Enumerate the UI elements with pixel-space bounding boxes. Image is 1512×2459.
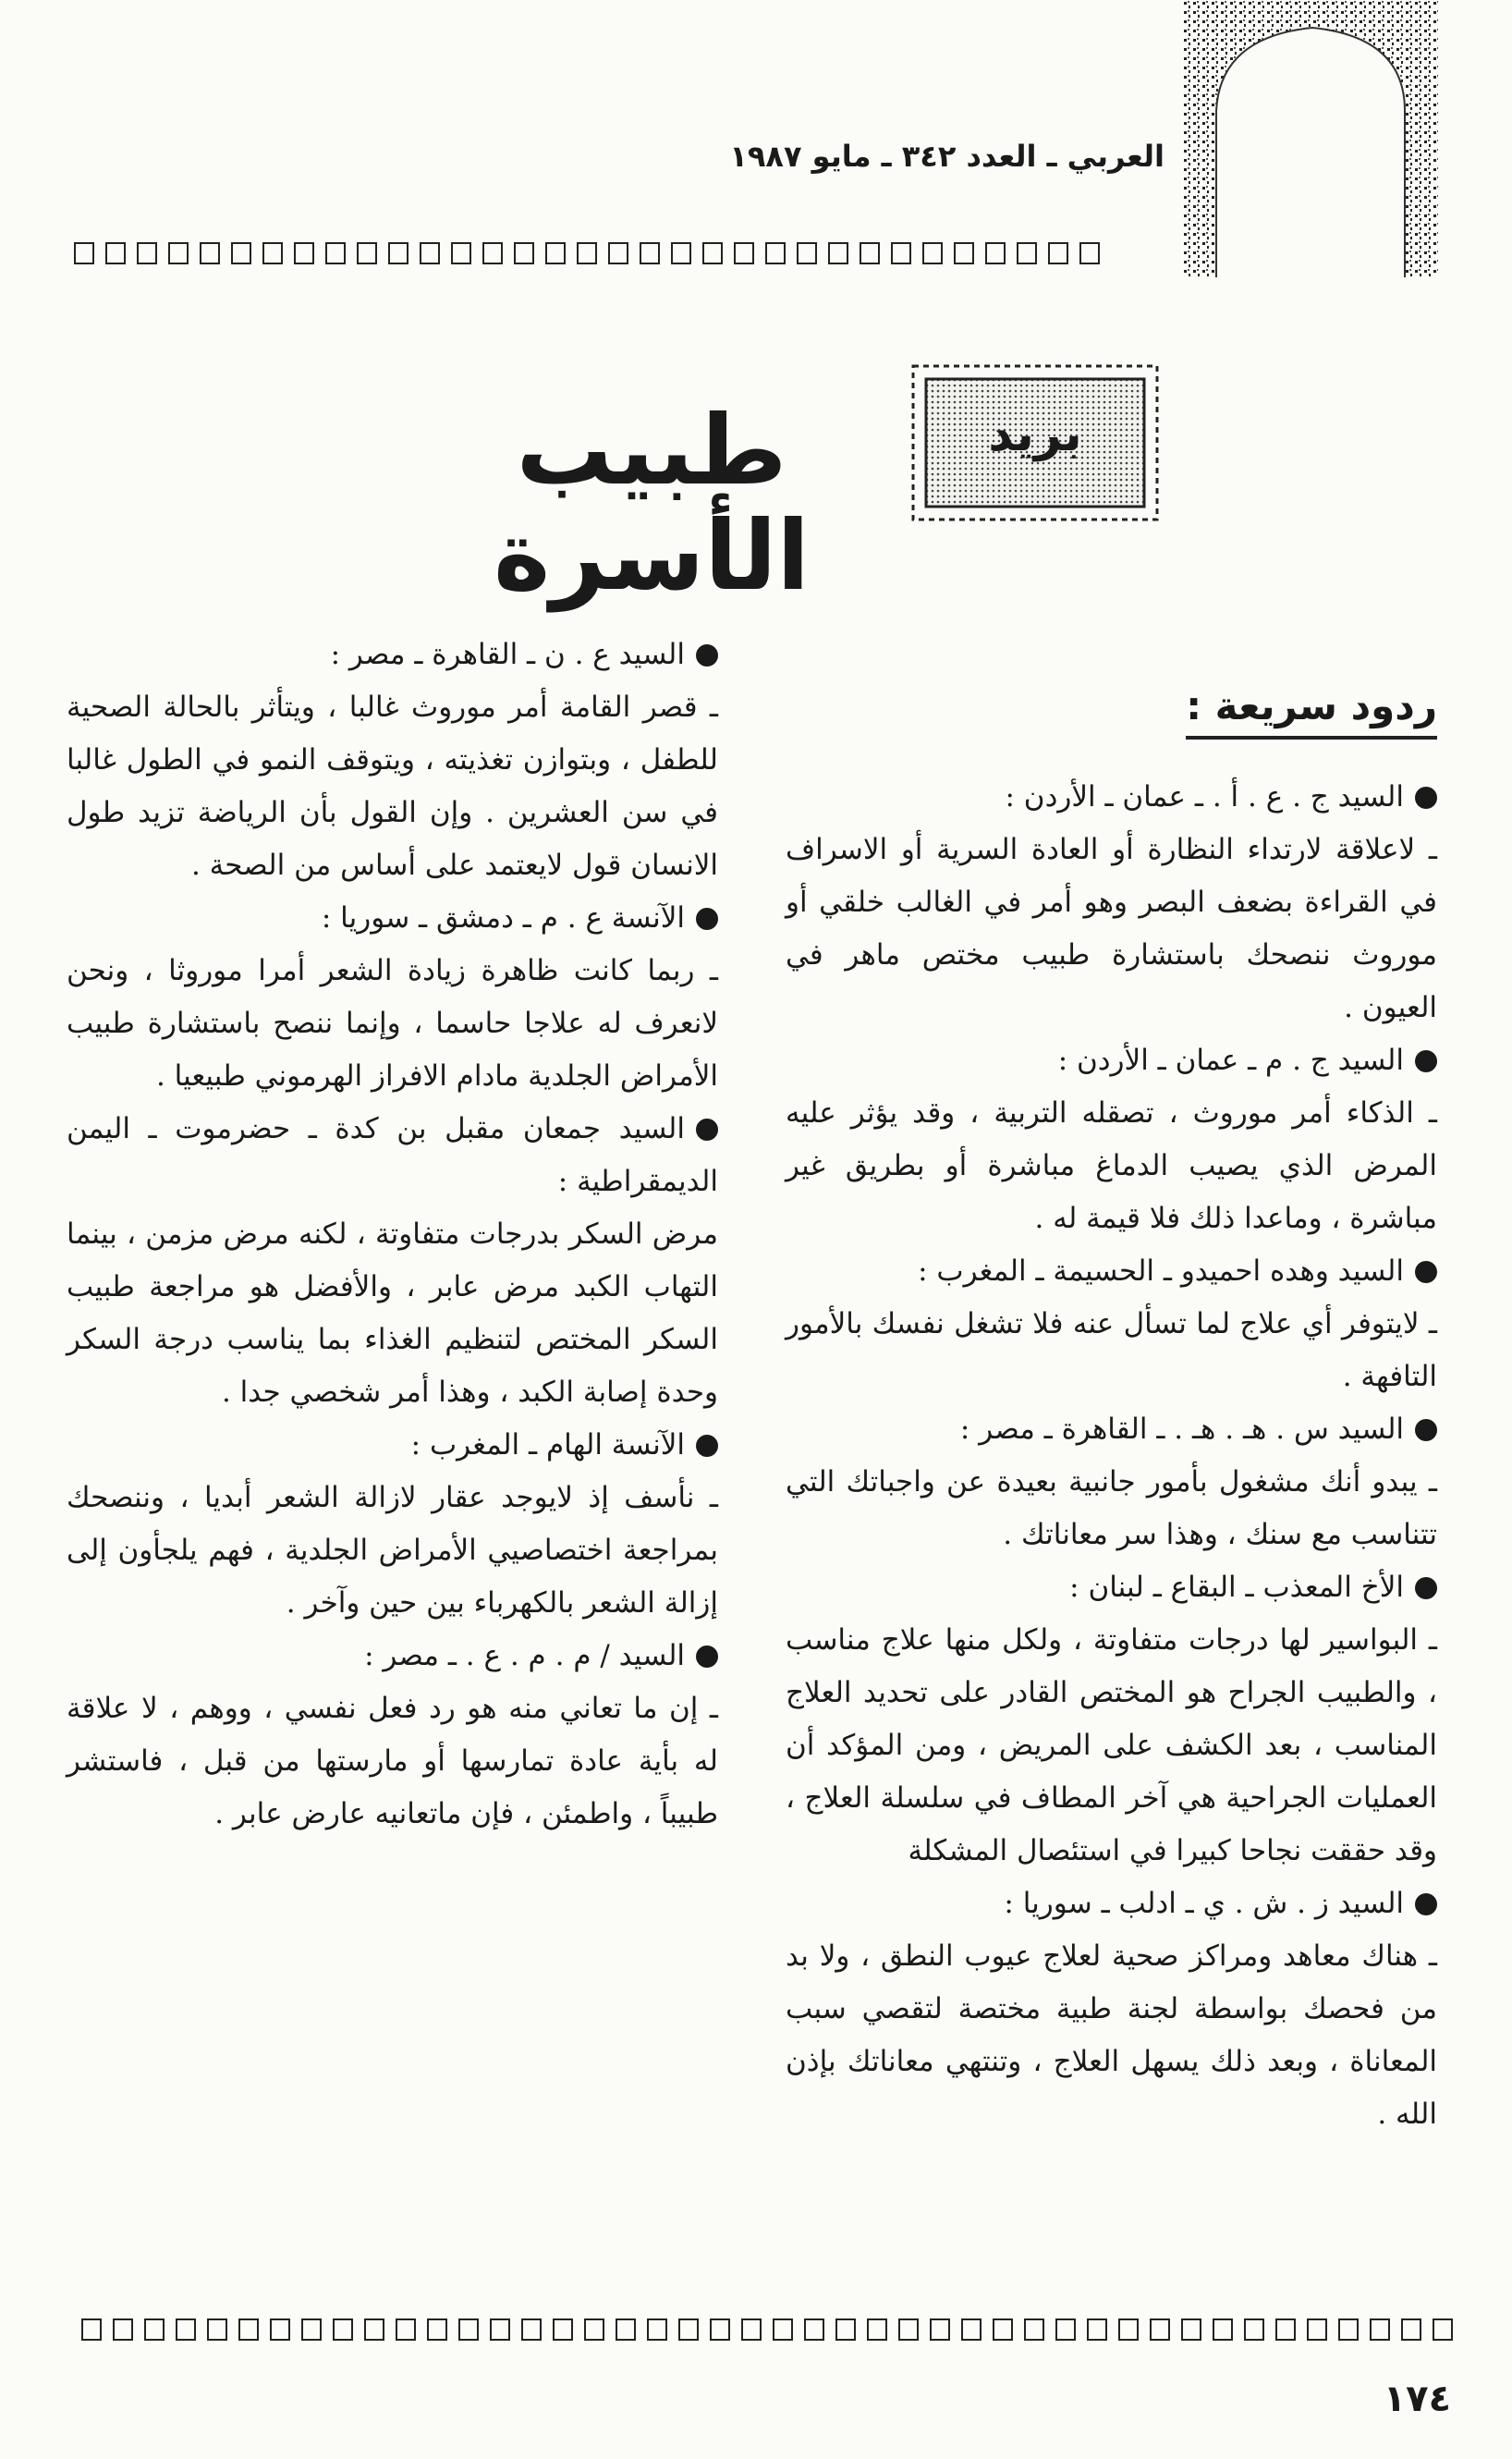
- sender-name: الأخ المعذب ـ البقاع ـ لبنان :: [1069, 1571, 1404, 1604]
- top-box-border: [74, 242, 1100, 264]
- answer-text: ـ قصر القامة أمر موروث غالبا ، ويتأثر بالحالة الصحية للطفل ، وبتوازن تغذيته ، ويتوقف النمو في الطول غالبا في سن العشرين . وإن القول بأن الرياضة تزيد طول الانسان قول لايعتمد على أساس من الصحة .: [67, 691, 718, 882]
- letter-entry: [67, 1103, 718, 1419]
- sender-name: الآنسة الهام ـ المغرب :: [410, 1428, 685, 1462]
- answer-text: ـ يبدو أنك مشغول بأمور جانبية بعيدة عن واجباتك التي تتناسب مع سنك ، وهذا سر معاناتك .: [786, 1465, 1437, 1551]
- answer-text: ـ هناك معاهد ومراكز صحية لعلاج عيوب النطق ، ولا بد من فحصك بواسطة لجنة طبية مختصة لتقصي سبب المعاناة ، وبعد ذلك يسهل العلاج ، وتنتهي معاناتك بإذن الله .: [786, 1939, 1437, 2131]
- issue-line: العربي ـ العدد ٣٤٢ ـ مايو ١٩٨٧: [729, 139, 1164, 174]
- letter-entry: [67, 1630, 718, 1841]
- left-column: [67, 629, 718, 1841]
- bullet-icon: [696, 1435, 718, 1457]
- letter-entry: [67, 629, 718, 892]
- bullet-icon: [696, 644, 718, 667]
- letter-entry: [786, 1878, 1437, 2141]
- sender-name: السيد ج . م ـ عمان ـ الأردن :: [1057, 1044, 1404, 1077]
- answer-text: ـ الذكاء أمر موروث ، تصقله التربية ، وقد يؤثر عليه المرض الذي يصيب الدماغ مباشرة أو بطريق غير مباشرة ، وماعدا ذلك فلا قيمة له .: [786, 1096, 1437, 1235]
- letter-entry: [786, 1034, 1437, 1245]
- sender-name: السيد ع . ن ـ القاهرة ـ مصر :: [330, 638, 685, 671]
- answer-text: ـ ربما كانت ظاهرة زيادة الشعر أمرا موروثا ، ونحن لانعرف له علاجا حاسما ، وإنما ننصح باستشارة طبيب الأمراض الجلدية مادام الافراز الهرموني طبيعيا .: [67, 954, 718, 1093]
- bullet-icon: [1415, 1261, 1437, 1283]
- letter-entry: [786, 771, 1437, 1034]
- answer-text: ـ إن ما تعاني منه هو رد فعل نفسي ، ووهم ، لا علاقة له بأية عادة تمارسها أو مارستها من قبل ، فاستشر طبيباً ، واطمئن ، فإن ماتعانيه عارض عابر .: [67, 1692, 718, 1830]
- sender-name: السيد ج . ع . أ . ـ عمان ـ الأردن :: [1005, 780, 1404, 814]
- bottom-box-border: [81, 2318, 1453, 2341]
- stamp-word: بريد: [988, 407, 1082, 462]
- bullet-icon: [1415, 1893, 1437, 1915]
- bullet-icon: [1415, 787, 1437, 809]
- bullet-icon: [1415, 1577, 1437, 1599]
- letter-entry: [786, 1403, 1437, 1561]
- bullet-icon: [696, 908, 718, 930]
- bullet-icon: [1415, 1419, 1437, 1441]
- page-number: ١٧٤: [1383, 2378, 1451, 2420]
- sender-name: السيد جمعان مقبل بن كدة ـ حضرموت ـ اليمن الديمقراطية :: [67, 1112, 718, 1198]
- letter-entry: [786, 1245, 1437, 1403]
- page-title: طبيب الأسرة: [493, 394, 811, 613]
- answer-text: ـ البواسير لها درجات متفاوتة ، ولكل منها علاج مناسب ، والطبيب الجراح هو المختص القادر على تحديد العلاج المناسب ، بعد الكشف على المريض ، ومن المؤكد أن العمليات الجراحية هي آخر المطاف في سلسلة العلاج ، وقد حققت نجاحا كبيرا في استئصال المشكلة: [786, 1623, 1437, 1867]
- corner-ornament-icon: [1183, 0, 1438, 277]
- bullet-icon: [1415, 1050, 1437, 1072]
- letter-entry: [67, 1419, 718, 1630]
- section-heading: ردود سريعة :: [1186, 679, 1437, 740]
- sender-name: السيد / م . م . ع . ـ مصر :: [364, 1639, 685, 1672]
- answer-text: ـ لاعلاقة لارتداء النظارة أو العادة السرية أو الاسراف في القراءة بضعف البصر وهو أمر في الغالب خلقي أو موروث ننصحك باستشارة طبيب مختص ماهر في العيون .: [786, 833, 1437, 1024]
- right-column: [786, 684, 1437, 2141]
- sender-name: السيد وهده احميدو ـ الحسيمة ـ المغرب :: [918, 1254, 1404, 1288]
- sender-name: الآنسة ع . م ـ دمشق ـ سوريا :: [321, 901, 685, 935]
- letter-entry: [786, 1561, 1437, 1878]
- answer-text: مرض السكر بدرجات متفاوتة ، لكنه مرض مزمن ، بينما التهاب الكبد مرض عابر ، والأفضل هو مراجعة طبيب السكر المختص لتنظيم الغذاء بما يناسب درجة السكر وحدة إصابة الكبد ، وهذا أمر شخصي جدا .: [67, 1217, 718, 1409]
- bullet-icon: [696, 1119, 718, 1141]
- sender-name: السيد س . هـ . هـ . ـ القاهرة ـ مصر :: [959, 1413, 1404, 1446]
- answer-text: ـ نأسف إذ لايوجد عقار لازالة الشعر أبديا ، وننصحك بمراجعة اختصاصيي الأمراض الجلدية ، فهم يلجأون إلى إزالة الشعر بالكهرباء بين حين وآخر .: [67, 1481, 718, 1620]
- answer-text: ـ لايتوفر أي علاج لما تسأل عنه فلا تشغل نفسك بالأمور التافهة .: [786, 1307, 1437, 1393]
- letter-entry: [67, 892, 718, 1103]
- bullet-icon: [696, 1645, 718, 1668]
- sender-name: السيد ز . ش . ي ـ ادلب ـ سوريا :: [1004, 1887, 1404, 1920]
